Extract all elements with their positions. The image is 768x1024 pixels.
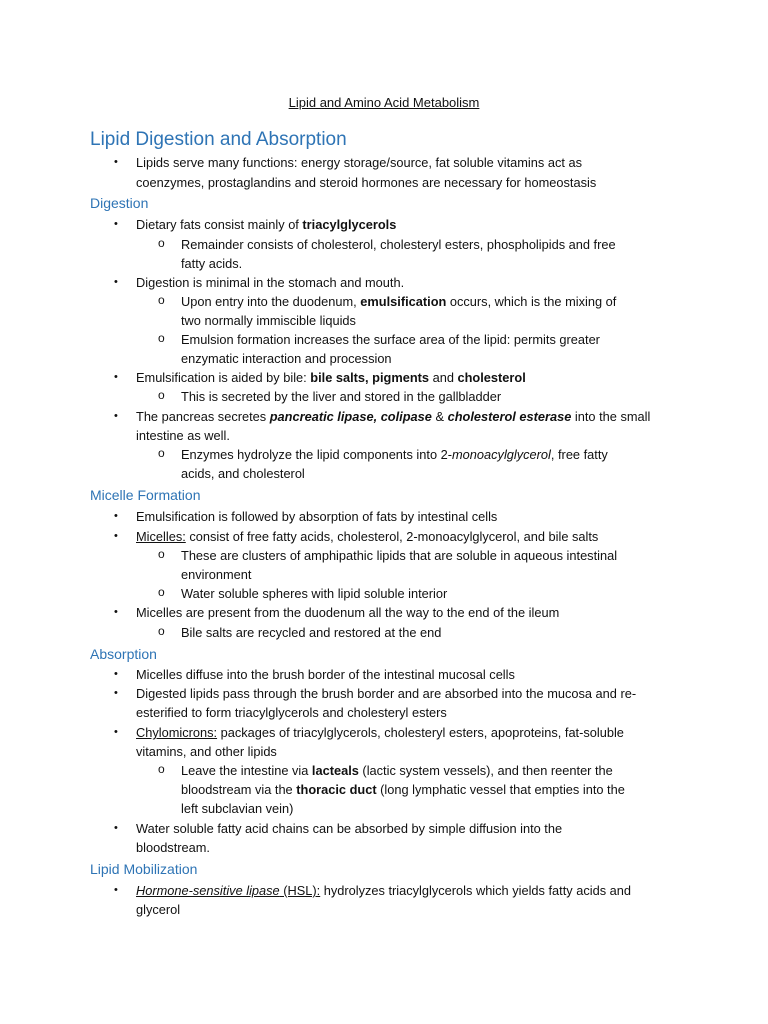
bullet-item: • Dietary fats consist mainly of triacylglycerols [114,217,397,232]
sub-bullet-item: o Water soluble spheres with lipid soluble interior [158,585,448,601]
bullet-icon: • [114,687,118,699]
sub-bullet-item: o Leave the intestine via lacteals (lactic system vessels), and then reenter the [158,762,613,778]
sub-bullet-text-continued: enzymatic interaction and procession [181,351,392,366]
bullet-icon: • [114,668,118,680]
bullet-icon: • [114,884,118,896]
sub-bullet-text-continued: bloodstream via the thoracic duct (long lymphatic vessel that empties into the [181,782,625,797]
bullet-item: • Hormone-sensitive lipase (HSL): hydrolyzes triacylglycerols which yields fatty acids and [114,883,632,898]
bullet-item: • Water soluble fatty acid chains can be absorbed by simple diffusion into the [114,821,563,836]
bullet-text-continued: esterified to form triacylglycerols and cholesteryl esters [136,705,447,720]
bullet-icon: • [114,410,118,422]
bullet-item: • Chylomicrons: packages of triacylglycerols, cholesteryl esters, apoproteins, fat-soluble [114,725,624,740]
sub-bullet-text-continued: acids, and cholesterol [181,466,305,481]
bullet-text-continued: glycerol [136,902,181,917]
bullet-text-continued: bloodstream. [136,840,210,855]
subheading-absorption: Absorption [90,646,157,662]
bullet-icon: • [114,218,118,230]
subheading-micelle-formation: Micelle Formation [90,487,201,503]
bullet-icon: • [114,606,118,618]
sub-bullet-icon: o [158,762,165,776]
bullet-item: • Emulsification is followed by absorption of fats by intestinal cells [114,509,498,524]
sub-bullet-item: o This is secreted by the liver and stored in the gallbladder [158,388,502,404]
bullet-item: • The pancreas secretes pancreatic lipase, colipase & cholesterol esterase into the small [114,409,651,424]
sub-bullet-icon: o [158,547,165,561]
sub-bullet-item: o Enzymes hydrolyze the lipid components into 2-monoacylglycerol, free fatty [158,446,608,462]
sub-bullet-item: o These are clusters of amphipathic lipids that are soluble in aqueous intestinal [158,547,618,563]
document-title: Lipid and Amino Acid Metabolism [288,95,480,110]
bullet-text: Lipids serve many functions: energy storage/source, fat soluble vitamins act as [136,155,582,170]
bullet-text-continued: intestine as well. [136,428,230,443]
sub-bullet-item: o Bile salts are recycled and restored at the end [158,624,442,640]
bullet-icon: • [114,822,118,834]
subheading-digestion: Digestion [90,195,149,211]
bullet-item: • Micelles: consist of free fatty acids, cholesterol, 2-monoacylglycerol, and bile salts [114,529,599,544]
sub-bullet-icon: o [158,236,165,250]
bullet-icon: • [114,510,118,522]
bullet-icon: • [114,726,118,738]
sub-bullet-text-continued: environment [181,567,252,582]
subheading-lipid-mobilization: Lipid Mobilization [90,861,198,877]
sub-bullet-icon: o [158,585,165,599]
bullet-item [114,153,696,172]
bullet-item: • Digestion is minimal in the stomach and mouth. [114,275,405,290]
sub-bullet-item: o Upon entry into the duodenum, emulsification occurs, which is the mixing of [158,293,617,309]
sub-bullet-text-continued: fatty acids. [181,256,243,271]
sub-bullet-item: o Emulsion formation increases the surface area of the lipid: permits greater [158,331,600,347]
sub-bullet-icon: o [158,293,165,307]
sub-bullet-text-continued: two normally immiscible liquids [181,313,356,328]
sub-bullet-item: o Remainder consists of cholesterol, cholesteryl esters, phospholipids and free [158,236,616,252]
sub-bullet-icon: o [158,446,165,460]
bullet-icon: • [114,276,118,288]
bullet-item: • Digested lipids pass through the brush border and are absorbed into the mucosa and re- [114,686,637,701]
sub-bullet-text-continued: left subclavian vein) [181,801,294,816]
bullet-item: • Micelles diffuse into the brush border of the intestinal mucosal cells [114,667,515,682]
bullet-icon: • [114,156,118,168]
sub-bullet-icon: o [158,331,165,345]
sub-bullet-icon: o [158,388,165,402]
bullet-item: • Micelles are present from the duodenum all the way to the end of the ileum [114,605,560,620]
bullet-text-continued: coenzymes, prostaglandins and steroid hormones are necessary for homeostasis [136,175,597,190]
section-heading: Lipid Digestion and Absorption [90,129,347,150]
bullet-icon: • [114,530,118,542]
bullet-text-continued: vitamins, and other lipids [136,744,277,759]
sub-bullet-icon: o [158,624,165,638]
bullet-item: • Emulsification is aided by bile: bile salts, pigments and cholesterol [114,370,526,385]
bullet-icon: • [114,371,118,383]
